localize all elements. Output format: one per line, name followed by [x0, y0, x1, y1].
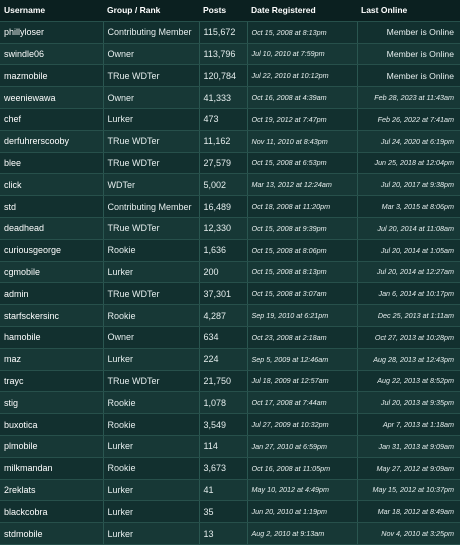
username-link[interactable]: maz	[4, 354, 22, 365]
header-username[interactable]: Username	[0, 0, 103, 21]
posts-cell: 115,672	[199, 21, 247, 43]
table-row	[0, 239, 460, 261]
group-rank-cell: TRue WDTer	[103, 130, 199, 152]
table-row	[0, 130, 460, 152]
group-rank-cell: Rookie	[103, 457, 199, 479]
posts-cell: 634	[199, 326, 247, 348]
date-registered-cell: Oct 17, 2008 at 7:44am	[247, 392, 357, 414]
group-rank-cell: Lurker	[103, 435, 199, 457]
username-link[interactable]: phillyloser	[4, 27, 45, 38]
date-registered-cell: Oct 15, 2008 at 8:06pm	[247, 239, 357, 261]
username-cell	[0, 283, 103, 305]
posts-cell: 13	[199, 523, 247, 545]
username-link[interactable]: blee	[4, 157, 22, 168]
username-cell	[0, 392, 103, 414]
date-registered-cell: Oct 16, 2008 at 4:39am	[247, 87, 357, 109]
username-link[interactable]: stdmobile	[4, 528, 43, 539]
posts-cell: 5,002	[199, 174, 247, 196]
posts-cell: 3,549	[199, 414, 247, 436]
username-link[interactable]: swindle06	[4, 48, 45, 59]
table-row	[0, 21, 460, 43]
username-link[interactable]: plmobile	[4, 441, 38, 452]
header-last-online[interactable]: Last Online	[357, 0, 460, 21]
posts-cell: 1,636	[199, 239, 247, 261]
username-cell	[0, 435, 103, 457]
last-online-cell: Jul 20, 2017 at 9:38pm	[357, 174, 460, 196]
table-row	[0, 457, 460, 479]
group-rank-cell: Lurker	[103, 501, 199, 523]
date-registered-cell: Jul 18, 2009 at 12:57am	[247, 370, 357, 392]
table-row	[0, 174, 460, 196]
group-rank-cell: Contributing Member	[103, 21, 199, 43]
username-cell	[0, 21, 103, 43]
date-registered-cell: Mar 13, 2012 at 12:24am	[247, 174, 357, 196]
table-row	[0, 196, 460, 218]
username-cell	[0, 43, 103, 65]
last-online-cell: Nov 4, 2010 at 3:25pm	[357, 523, 460, 545]
table-row	[0, 65, 460, 87]
header-row	[0, 0, 460, 21]
posts-cell: 224	[199, 348, 247, 370]
username-link[interactable]: stig	[4, 397, 19, 408]
username-link[interactable]: hamobile	[4, 332, 41, 343]
last-online-cell: Aug 28, 2013 at 12:43pm	[357, 348, 460, 370]
username-cell	[0, 370, 103, 392]
username-cell	[0, 196, 103, 218]
last-online-cell: Member is Online	[357, 21, 460, 43]
date-registered-cell: Oct 19, 2012 at 7:47pm	[247, 108, 357, 130]
group-rank-cell: Lurker	[103, 261, 199, 283]
group-rank-cell: Rookie	[103, 305, 199, 327]
date-registered-cell: Oct 18, 2008 at 11:20pm	[247, 196, 357, 218]
group-rank-cell: TRue WDTer	[103, 217, 199, 239]
username-link[interactable]: deadhead	[4, 223, 45, 234]
last-online-cell: May 15, 2012 at 10:37pm	[357, 479, 460, 501]
last-online-cell: Member is Online	[357, 65, 460, 87]
last-online-cell: Oct 27, 2013 at 10:28pm	[357, 326, 460, 348]
table-row	[0, 87, 460, 109]
posts-cell: 16,489	[199, 196, 247, 218]
table-row	[0, 370, 460, 392]
date-registered-cell: Oct 15, 2008 at 3:07am	[247, 283, 357, 305]
username-link[interactable]: 2reklats	[4, 484, 36, 495]
last-online-cell: Mar 18, 2012 at 8:49am	[357, 501, 460, 523]
last-online-cell: May 27, 2012 at 9:09am	[357, 457, 460, 479]
last-online-cell: Jul 20, 2014 at 11:08am	[357, 217, 460, 239]
group-rank-cell: Owner	[103, 326, 199, 348]
date-registered-cell: Oct 15, 2008 at 8:13pm	[247, 261, 357, 283]
last-online-cell: Jul 24, 2020 at 6:19pm	[357, 130, 460, 152]
posts-cell: 41	[199, 479, 247, 501]
username-link[interactable]: starfsckersinc	[4, 310, 60, 321]
posts-cell: 41,333	[199, 87, 247, 109]
last-online-cell: Jul 20, 2014 at 1:05am	[357, 239, 460, 261]
last-online-cell: Jan 6, 2014 at 10:17pm	[357, 283, 460, 305]
group-rank-cell: Lurker	[103, 523, 199, 545]
posts-cell: 37,301	[199, 283, 247, 305]
date-registered-cell: Oct 23, 2008 at 2:18am	[247, 326, 357, 348]
username-cell	[0, 239, 103, 261]
posts-cell: 113,796	[199, 43, 247, 65]
header-group-rank[interactable]: Group / Rank	[103, 0, 199, 21]
date-registered-cell: May 10, 2012 at 4:49pm	[247, 479, 357, 501]
group-rank-cell: WDTer	[103, 174, 199, 196]
last-online-cell: Jul 20, 2014 at 12:27am	[357, 261, 460, 283]
date-registered-cell: Aug 2, 2010 at 9:13am	[247, 523, 357, 545]
username-link[interactable]: weeniewawa	[4, 92, 56, 103]
group-rank-cell: Lurker	[103, 108, 199, 130]
table-row	[0, 43, 460, 65]
date-registered-cell: Oct 15, 2008 at 6:53pm	[247, 152, 357, 174]
group-rank-cell: Lurker	[103, 348, 199, 370]
group-rank-cell: TRue WDTer	[103, 370, 199, 392]
username-link[interactable]: milkmandan	[4, 463, 53, 474]
group-rank-cell: Rookie	[103, 239, 199, 261]
date-registered-cell: Sep 5, 2009 at 12:46am	[247, 348, 357, 370]
group-rank-cell: Rookie	[103, 392, 199, 414]
posts-cell: 473	[199, 108, 247, 130]
last-online-cell: Mar 3, 2015 at 8:06pm	[357, 196, 460, 218]
last-online-cell: Apr 7, 2013 at 1:18am	[357, 414, 460, 436]
last-online-cell: Feb 26, 2022 at 7:41am	[357, 108, 460, 130]
date-registered-cell: Oct 15, 2008 at 9:39pm	[247, 217, 357, 239]
date-registered-cell: Jul 22, 2010 at 10:12pm	[247, 65, 357, 87]
username-link[interactable]: buxotica	[4, 419, 38, 430]
table-header	[0, 0, 460, 21]
username-cell	[0, 457, 103, 479]
username-cell	[0, 305, 103, 327]
posts-cell: 11,162	[199, 130, 247, 152]
username-link[interactable]: std	[4, 201, 17, 212]
table-row	[0, 152, 460, 174]
group-rank-cell: Lurker	[103, 479, 199, 501]
table-row	[0, 501, 460, 523]
username-cell	[0, 348, 103, 370]
username-cell	[0, 326, 103, 348]
table-row	[0, 108, 460, 130]
posts-cell: 1,078	[199, 392, 247, 414]
username-link[interactable]: admin	[4, 288, 29, 299]
posts-cell: 27,579	[199, 152, 247, 174]
username-link[interactable]: curiousgeorge	[4, 245, 62, 256]
username-cell	[0, 152, 103, 174]
username-link[interactable]: blackcobra	[4, 506, 48, 517]
username-link[interactable]: trayc	[4, 375, 24, 386]
table-row	[0, 305, 460, 327]
username-link[interactable]: click	[4, 179, 22, 190]
posts-cell: 4,287	[199, 305, 247, 327]
username-cell	[0, 523, 103, 545]
username-cell	[0, 217, 103, 239]
group-rank-cell: Contributing Member	[103, 196, 199, 218]
last-online-cell: Jan 31, 2013 at 9:09am	[357, 435, 460, 457]
last-online-cell: Member is Online	[357, 43, 460, 65]
group-rank-cell: Owner	[103, 87, 199, 109]
group-rank-cell: TRue WDTer	[103, 65, 199, 87]
date-registered-cell: Jun 20, 2010 at 1:19pm	[247, 501, 357, 523]
last-online-cell: Feb 28, 2023 at 11:43am	[357, 87, 460, 109]
username-cell	[0, 174, 103, 196]
date-registered-cell: Oct 15, 2008 at 8:13pm	[247, 21, 357, 43]
username-link[interactable]: chef	[4, 114, 22, 125]
username-cell	[0, 479, 103, 501]
date-registered-cell: Jul 27, 2009 at 10:32pm	[247, 414, 357, 436]
username-cell	[0, 65, 103, 87]
username-cell	[0, 261, 103, 283]
header-date-registered[interactable]: Date Registered	[247, 0, 357, 21]
date-registered-cell: Jul 10, 2010 at 7:59pm	[247, 43, 357, 65]
table-row	[0, 348, 460, 370]
posts-cell: 120,784	[199, 65, 247, 87]
group-rank-cell: Owner	[103, 43, 199, 65]
table-row	[0, 217, 460, 239]
table-row	[0, 283, 460, 305]
date-registered-cell: Nov 11, 2010 at 8:43pm	[247, 130, 357, 152]
table-row	[0, 523, 460, 545]
posts-cell: 200	[199, 261, 247, 283]
table-row	[0, 326, 460, 348]
last-online-cell: Jun 25, 2018 at 12:04pm	[357, 152, 460, 174]
posts-cell: 35	[199, 501, 247, 523]
date-registered-cell: Oct 16, 2008 at 11:05pm	[247, 457, 357, 479]
header-posts[interactable]: Posts	[199, 0, 247, 21]
table-row	[0, 435, 460, 457]
date-registered-cell: Sep 19, 2010 at 6:21pm	[247, 305, 357, 327]
table-body	[0, 21, 460, 544]
username-link[interactable]: mazmobile	[4, 70, 48, 81]
table-row	[0, 479, 460, 501]
table-row	[0, 414, 460, 436]
last-online-cell: Aug 22, 2013 at 8:52pm	[357, 370, 460, 392]
group-rank-cell: Rookie	[103, 414, 199, 436]
username-cell	[0, 108, 103, 130]
last-online-cell: Dec 25, 2013 at 1:11am	[357, 305, 460, 327]
username-cell	[0, 130, 103, 152]
table-row	[0, 392, 460, 414]
group-rank-cell: TRue WDTer	[103, 152, 199, 174]
username-cell	[0, 87, 103, 109]
username-cell	[0, 501, 103, 523]
date-registered-cell: Jan 27, 2010 at 6:59pm	[247, 435, 357, 457]
posts-cell: 114	[199, 435, 247, 457]
username-link[interactable]: derfuhrerscooby	[4, 136, 70, 147]
last-online-cell: Jul 20, 2013 at 9:35pm	[357, 392, 460, 414]
username-link[interactable]: cgmobile	[4, 266, 41, 277]
table-row	[0, 261, 460, 283]
posts-cell: 3,673	[199, 457, 247, 479]
posts-cell: 12,330	[199, 217, 247, 239]
group-rank-cell: TRue WDTer	[103, 283, 199, 305]
posts-cell: 21,750	[199, 370, 247, 392]
username-cell	[0, 414, 103, 436]
